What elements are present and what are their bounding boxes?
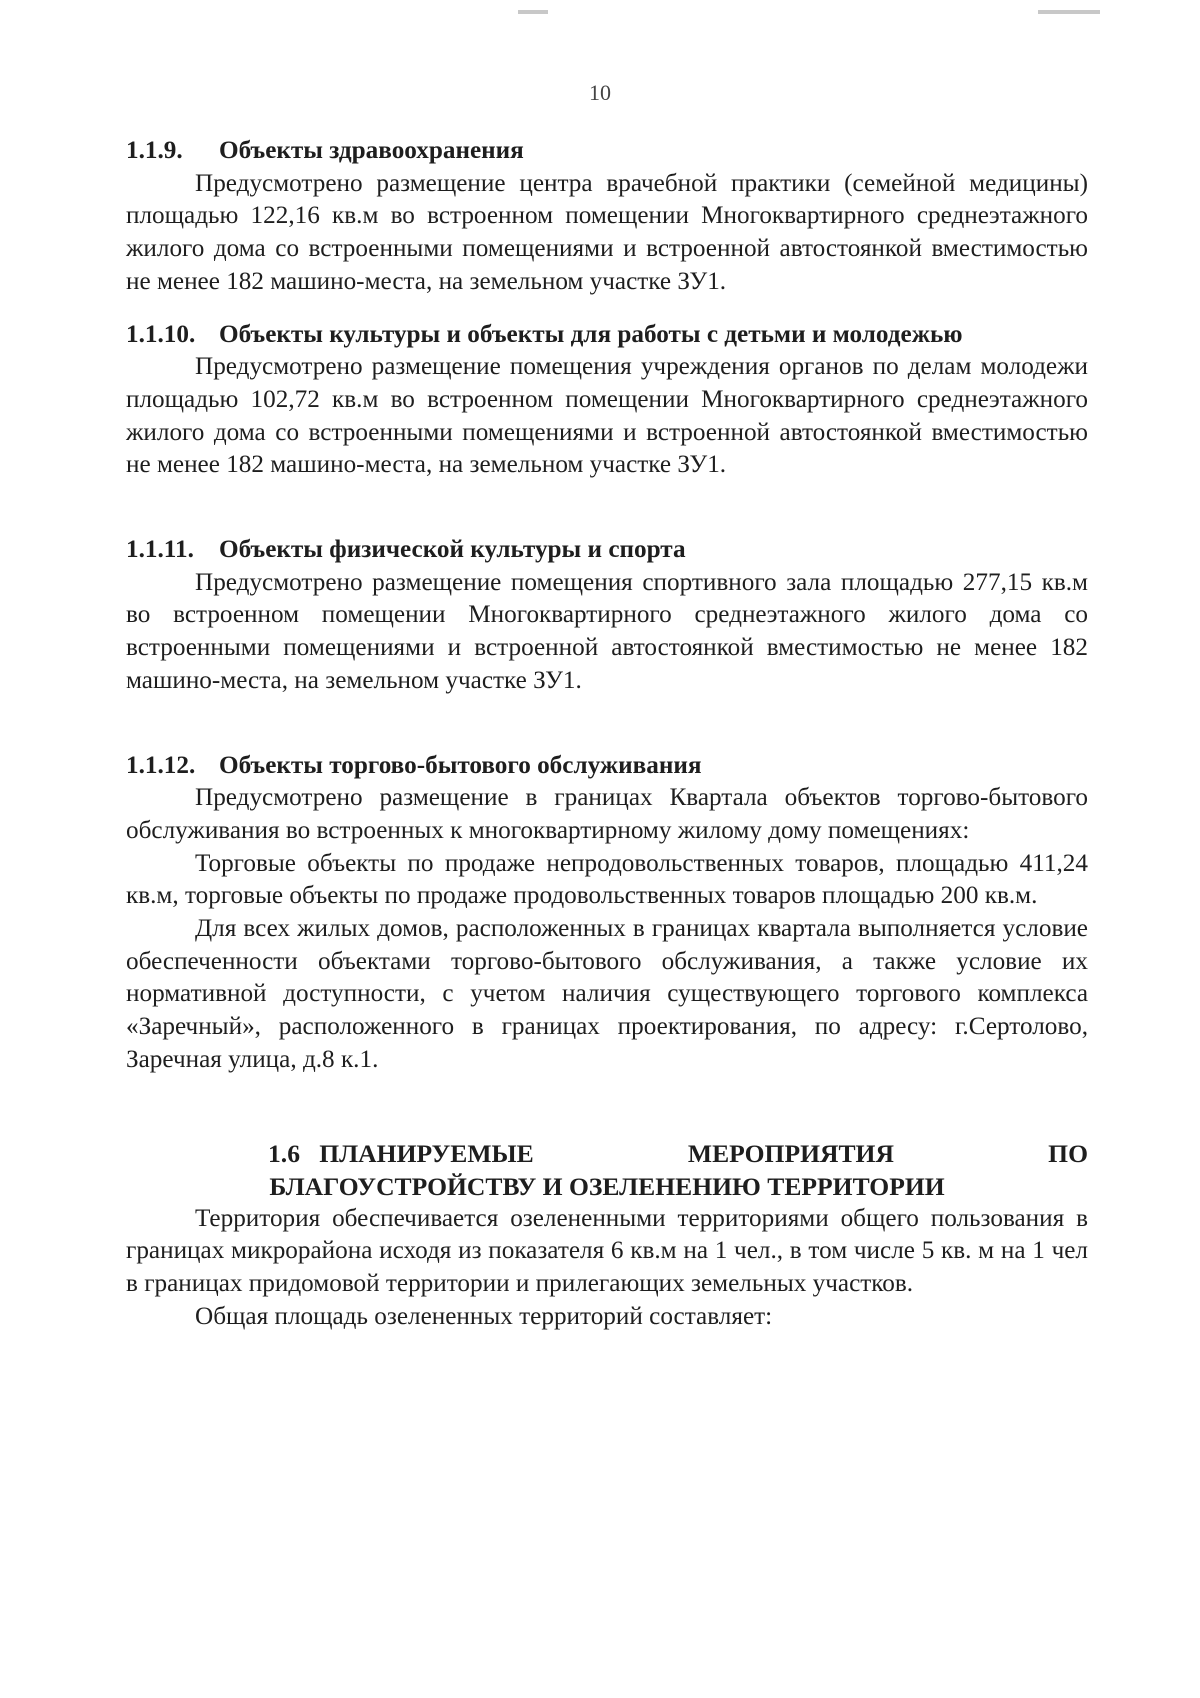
paragraph: Предусмотрено размещение помещения спортивного зала площадью 277,15 кв.м во встроенном помещении Многоквартирного среднеэтажного жилого дома со встроенными помещениями и встроенной автостоянкой вместимостью не менее 182 машино-места, на земельном участке ЗУ1. [126,568,1088,694]
paragraph: Предусмотрено размещение центра врачебной практики (семейной медицины) площадью 122,16 кв.м во встроенном помещении Многоквартирного среднеэтажного жилого дома со встроенными помещениями и встроенной автостоянкой вместимостью не менее 182 машино-места, на земельном участке ЗУ1. [126,169,1088,295]
section-number: 1.1.9. [126,137,183,164]
chapter-title-line: БЛАГОУСТРОЙСТВУ И ОЗЕЛЕНЕНИЮ ТЕРРИТОРИИ [269,1171,945,1201]
section-heading [126,750,1088,783]
section-number: 1.1.10. [126,320,196,348]
scan-artifact [518,10,548,14]
chapter-number-and-word [268,1137,534,1170]
document-body [126,135,1088,1333]
chapter-heading [126,1137,1088,1203]
section-title: Объекты торгово-бытового обслуживания [219,751,702,779]
section-title: Объекты культуры и объекты для работы с детьми и молодежью [219,320,963,348]
chapter-number: 1.6 [268,1138,300,1168]
page-number: 10 [589,80,611,105]
scan-artifact [1038,10,1100,14]
paragraph: Для всех жилых домов, расположенных в границах квартала выполняется условие обеспеченности объектами торгово-бытового обслуживания, а также условие их нормативной доступности, с учетом наличия существующего торгового комплекса «Заречный», расположенного в границах проектирования, по адресу: г.Сертолово, Заречная улица, д.8 к.1. [126,915,1088,1073]
section-heading [126,534,1088,567]
chapter-title-word: МЕРОПРИЯТИЯ [687,1138,894,1168]
section-title: Объекты здравоохранения [219,137,524,164]
paragraph: Общая площадь озелененных территорий составляет: [195,1302,773,1330]
chapter-title-word: ПЛАНИРУЕМЫЕ [319,1138,534,1168]
paragraph: Предусмотрено размещение помещения учреждения органов по делам молодежи площадью 102,72 кв.м во встроенном помещении Многоквартирного среднеэтажного жилого дома со встроенными помещениями и встроенной автостоянкой вместимостью не менее 182 машино-места, на земельном участке ЗУ1. [126,353,1088,479]
chapter-title-word: ПО [1048,1138,1088,1168]
paragraph: Предусмотрено размещение в границах Квартала объектов торгово-бытового обслуживания во встроенных к многоквартирному жилому дому помещениях: [126,784,1088,844]
section-number: 1.1.12. [126,751,196,779]
paragraph: Территория обеспечивается озелененными территориями общего пользования в границах микрорайона исходя из показателя 6 кв.м на 1 чел., в том числе 5 кв. м на 1 чел в границах придомовой территории и прилегающих земельных участков. [126,1204,1088,1297]
section-title: Объекты физической культуры и спорта [219,536,686,564]
paragraph: Торговые объекты по продаже непродовольственных товаров, площадью 411,24 кв.м, торговые объекты по продаже продовольственных товаров площадью 200 кв.м. [126,849,1088,910]
section-heading [126,135,1088,168]
section-heading [126,319,1088,352]
section-number: 1.1.11. [126,536,194,564]
